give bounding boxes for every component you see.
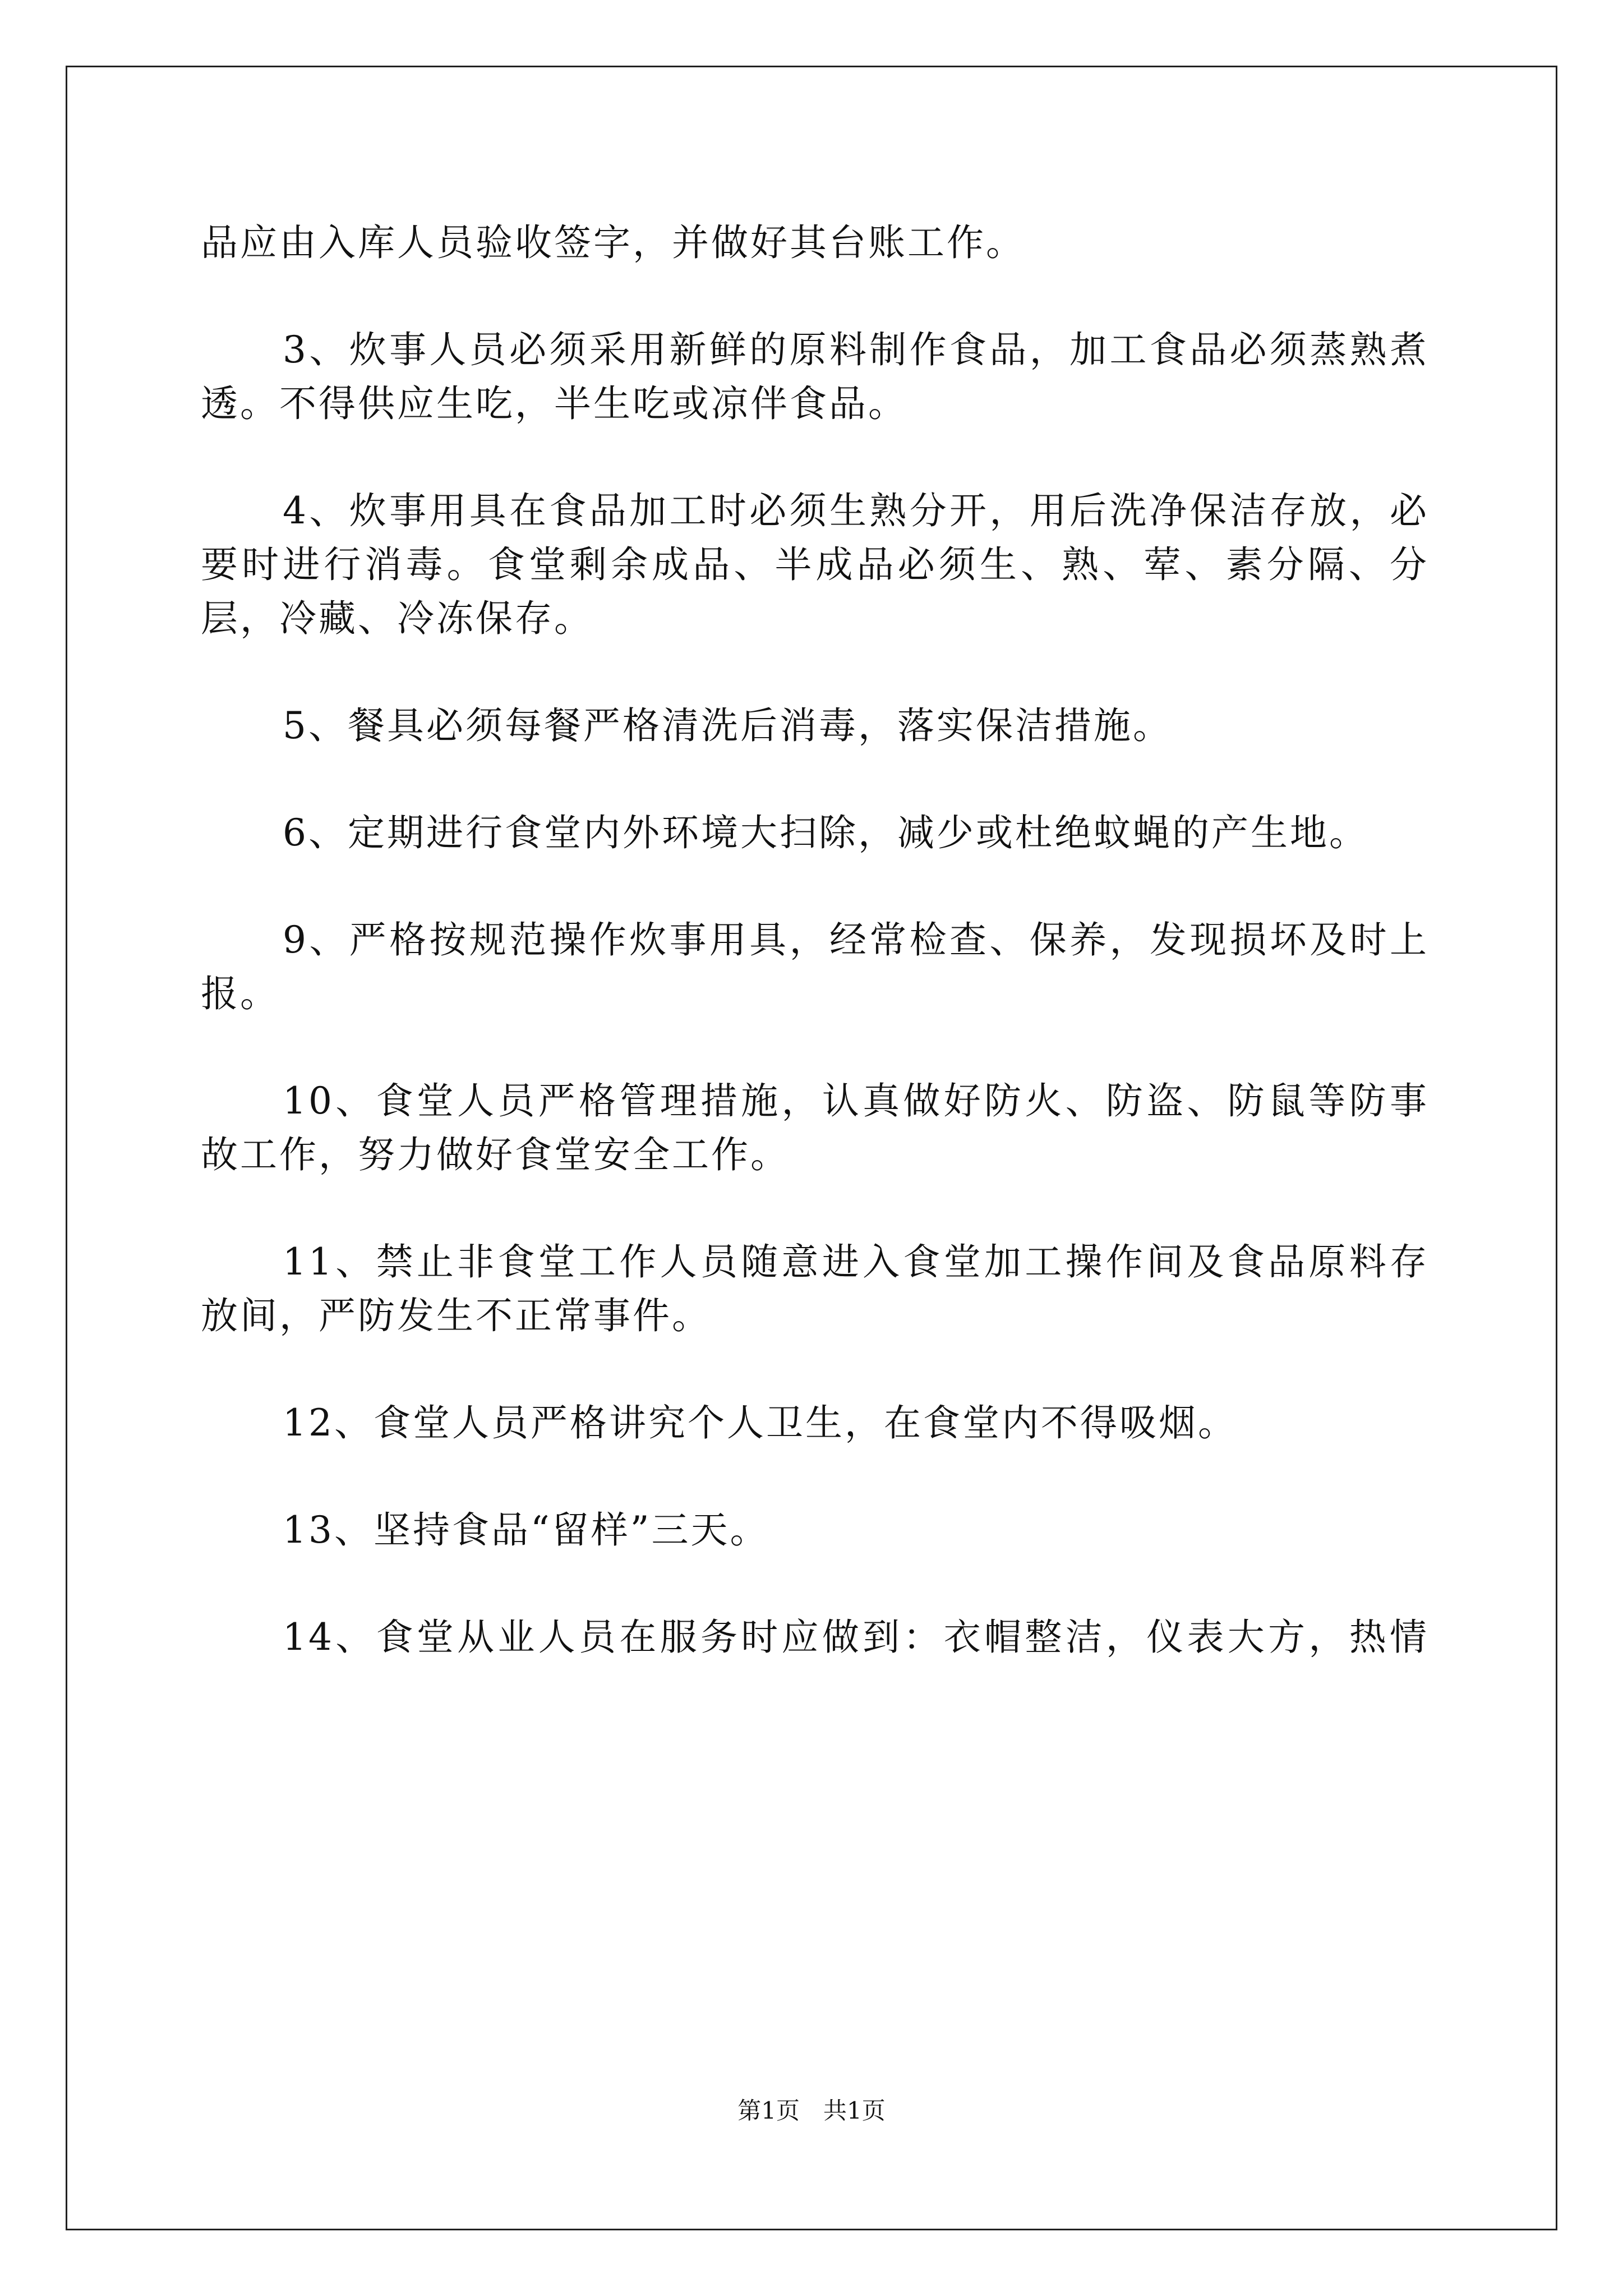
paragraph-gap (201, 646, 1429, 699)
paragraph (201, 1235, 1429, 1343)
paragraph-gap (201, 270, 1429, 323)
paragraph-line: 报。 (201, 972, 279, 1015)
paragraph-gap (201, 1343, 1429, 1396)
paragraph-line: 10、食堂人员严格管理措施，认真做好防火、防盗、防鼠等防事 (283, 1079, 1429, 1122)
paragraph (201, 323, 1429, 431)
paragraph (201, 216, 1429, 270)
paragraph-line: 放间，严防发生不正常事件。 (201, 1294, 711, 1337)
paragraph-line: 故工作，努力做好食堂安全工作。 (201, 1133, 790, 1176)
document-body (201, 216, 1429, 1664)
paragraph (201, 806, 1429, 860)
paragraph-line: 品应由入库人员验收签字，并做好其台账工作。 (201, 221, 1025, 264)
paragraph-line: 11、禁止非食堂工作人员随意进入食堂加工操作间及食品原料存 (283, 1240, 1429, 1283)
paragraph (201, 484, 1429, 646)
paragraph-line: 14、食堂从业人员在服务时应做到：衣帽整洁，仪表大方，热情 (283, 1616, 1429, 1659)
page-number: 第1页 共1页 (737, 2097, 886, 2124)
paragraph-line: 9、严格按规范操作炊事用具，经常检查、保养，发现损坏及时上 (283, 918, 1429, 961)
paragraph (201, 1396, 1429, 1450)
paragraph-gap (201, 753, 1429, 806)
paragraph-gap (201, 860, 1429, 913)
paragraph-line: 透。不得供应生吃，半生吃或凉伴食品。 (201, 382, 907, 425)
paragraph (201, 699, 1429, 753)
paragraph-line: 要时进行消毒。食堂剩余成品、半成品必须生、熟、荤、素分隔、分 (201, 543, 1429, 586)
paragraph-gap (201, 1450, 1429, 1503)
paragraph (201, 1611, 1429, 1664)
paragraph-gap (201, 1557, 1429, 1611)
paragraph-line: 层，冷藏、冷冻保存。 (201, 597, 593, 640)
paragraph-line: 13、坚持食品“留样”三天。 (283, 1508, 769, 1552)
paragraph-gap (201, 431, 1429, 484)
paragraph-line: 3、炊事人员必须采用新鲜的原料制作食品，加工食品必须蒸熟煮 (283, 328, 1429, 371)
paragraph-line: 4、炊事用具在食品加工时必须生熟分开，用后洗净保洁存放，必 (283, 489, 1429, 532)
paragraph-line: 5、餐具必须每餐严格清洗后消毒，落实保洁措施。 (283, 704, 1172, 747)
paragraph-line: 6、定期进行食堂内外环境大扫除，减少或杜绝蚊蝇的产生地。 (283, 811, 1368, 854)
page-footer (0, 2094, 1623, 2128)
paragraph-gap (201, 1021, 1429, 1074)
paragraph (201, 1074, 1429, 1182)
paragraph-line: 12、食堂人员严格讲究个人卫生，在食堂内不得吸烟。 (283, 1401, 1237, 1444)
paragraph (201, 913, 1429, 1021)
paragraph-gap (201, 1182, 1429, 1235)
paragraph (201, 1503, 1429, 1557)
